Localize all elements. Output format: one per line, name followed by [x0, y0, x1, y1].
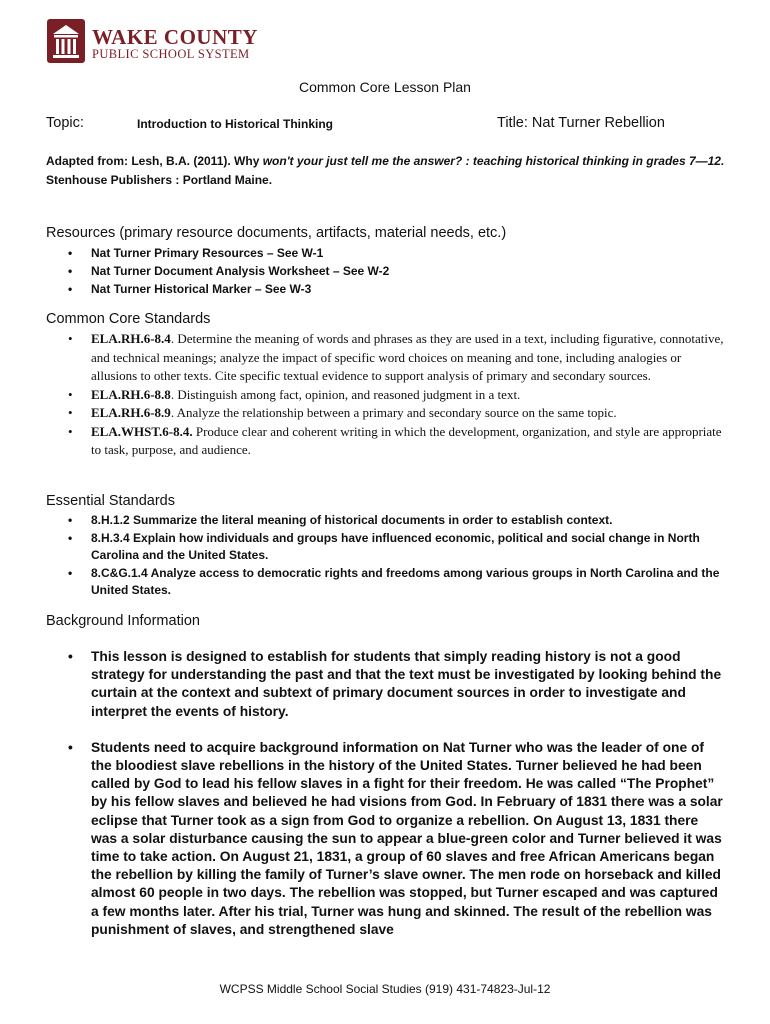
- topic-value: Introduction to Historical Thinking: [137, 117, 333, 131]
- adapted-from-citation: [46, 152, 726, 190]
- topic-row: [46, 115, 726, 135]
- standard-text: . Determine the meaning of words and phrases as they are used in a text, including figurative, connotative, and technical meanings; analyze the impact of specific word choices on meaning and tone, including analogies or allusions to other texts. Cite specific textual evidence to support analysis of primary and secondary sources.: [91, 331, 724, 383]
- document-title: Common Core Lesson Plan: [299, 79, 471, 95]
- resources-list: [46, 244, 726, 298]
- page-footer: WCPSS Middle School Social Studies (919) 431-74823-Jul-12: [219, 982, 551, 996]
- resources-heading: Resources (primary resource documents, artifacts, material needs, etc.): [46, 225, 507, 241]
- list-item: [46, 386, 726, 405]
- list-item: • Nat Turner Document Analysis Worksheet – See W-2: [46, 262, 726, 280]
- list-item: [46, 404, 726, 423]
- standard-text: Produce clear and coherent writing in which the development, organization, and style are appropriate to task, purpose, and audience.: [91, 423, 722, 457]
- school-building-logo-icon: [46, 19, 86, 65]
- standard-code: ELA.RH.6-8.8: [91, 386, 171, 402]
- standard-code: ELA.RH.6-8.9: [91, 405, 171, 420]
- topic-label: Topic:: [46, 115, 84, 131]
- essential-standards-list: [46, 512, 726, 600]
- lesson-title: Title: Nat Turner Rebellion: [497, 115, 665, 131]
- list-item: • Students need to acquire background information on Nat Turner who was the leader of one of the bloodiest slave rebellions in the history of the United States. Turner believed he had been called by God to lead his fellow slaves in a fight for their freedom. He was called “The Prophet” by his fellow slaves and believed he had visions from God. In February of 1831 there was a solar eclipse that Turner took as a sign from God to organize a rebellion. On August 13, 1831 there was a solar disturbance causing the sun to appear a blue-green color and Turner believed it was time to take action. On August 21, 1831, a group of 60 slaves and free African Americans began the rebellion by killing the family of Turner’s slave owner. The men rode on horseback and killed almost 60 people in two days. The rebellion was stopped, but Turner escaped and was captured a few months later. After his trial, Turner was hung and skinned. The result of the rebellion was punishment of slaves, and strengthened slave: [46, 739, 726, 939]
- list-item: • 8.H.3.4 Explain how individuals and groups have influenced economic, political and social change in North Carolina and the United States.: [46, 530, 726, 565]
- wcpss-logo: [46, 19, 258, 65]
- common-core-standards-list: [46, 330, 726, 460]
- essential-standards-heading: Essential Standards: [46, 493, 175, 509]
- logo-subtitle: PUBLIC SCHOOL SYSTEM: [92, 47, 250, 61]
- list-item: • Nat Turner Primary Resources – See W-1: [46, 244, 726, 262]
- common-core-standards-heading: Common Core Standards: [46, 311, 211, 327]
- standard-text: . Analyze the relationship between a primary and secondary source on the same topic.: [170, 405, 617, 420]
- background-list: [46, 648, 726, 957]
- standard-text: . Distinguish among fact, opinion, and reasoned judgment in a text.: [170, 386, 521, 402]
- citation-publisher: Stenhouse Publishers : Portland Maine.: [46, 173, 273, 187]
- list-item: • This lesson is designed to establish for students that simply reading history is not a good strategy for understanding the past and that the text must be investigated by looking behind the curtain at the context and subtext of primary document sources in order to investigate and interpret the events of history.: [46, 648, 726, 721]
- citation-prefix: Adapted from: Lesh, B.A. (2011). Why: [46, 154, 263, 168]
- list-item: [46, 423, 726, 460]
- list-item: • 8.H.1.2 Summarize the literal meaning of historical documents in order to establish context.: [46, 512, 726, 530]
- list-item: • Nat Turner Historical Marker – See W-3: [46, 280, 726, 298]
- list-item: [46, 330, 726, 386]
- logo-title: WAKE COUNTY: [92, 25, 258, 49]
- list-item: • 8.C&G.1.4 Analyze access to democratic rights and freedoms among various groups in North Carolina and the United States.: [46, 565, 726, 600]
- standard-code: ELA.RH.6-8.4: [91, 331, 171, 346]
- background-information-heading: Background Information: [46, 613, 200, 629]
- standard-code: ELA.WHST.6-8.4.: [91, 423, 193, 439]
- citation-book-title: won't your just tell me the answer? : teaching historical thinking in grades 7—12.: [262, 154, 725, 168]
